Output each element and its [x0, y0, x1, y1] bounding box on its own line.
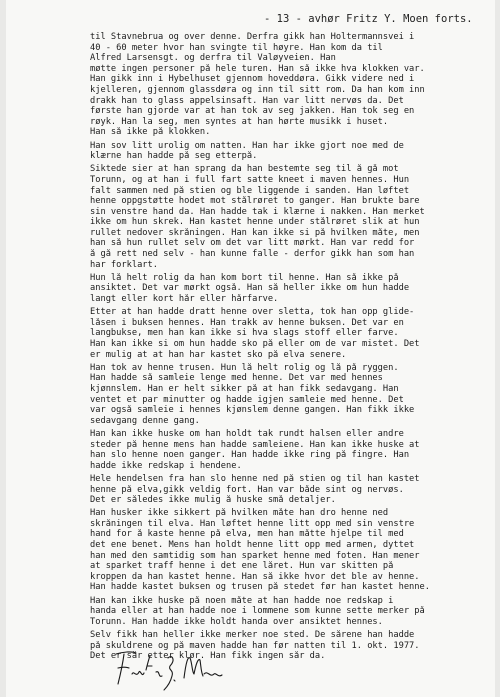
text-line: ansiktet. Det var mørkt også. Han så heller ikke om hun hadde — [90, 283, 410, 294]
text-line: langbukse, men han kan ikke si hva slags stoff eller farve. — [90, 328, 399, 339]
text-line: steder på henne mens han hadde samleiene. Han kan ikke huske at — [90, 439, 420, 450]
text-line: klærne han hadde på seg etterpå. — [90, 151, 258, 162]
statement-paragraph — [90, 273, 490, 305]
statement-paragraph — [90, 307, 490, 360]
text-line: til Stavnebrua og over denne. Derfra gikk han Holtermannsvei i — [90, 32, 415, 42]
text-line: handa eller at han hadde noe i lommene som kunne sette merker på — [90, 606, 425, 617]
text-line: har forklart. — [90, 259, 158, 270]
text-line: langt eller kort hår eller hårfarve. — [90, 294, 279, 305]
text-line: kjønnslem. Han er helt sikker på at han fikk sedavgang. Han — [90, 383, 399, 394]
text-line: Torunn. Han hadde ikke holdt handa over ansiktet hennes. — [90, 616, 383, 627]
text-line: han slo henne noen ganger. Han hadde ikke ring på fingre. Han — [90, 450, 410, 461]
text-line: Hun lå helt rolig da han kom bort til henne. Han så ikke på — [90, 272, 399, 283]
text-line: Han kan ikke huske på noen måte at han hadde noe redskap i — [90, 595, 394, 606]
text-line: ventet et par minutter og hadde igjen samleie med henne. Det — [90, 394, 404, 405]
document-page — [6, 0, 495, 697]
text-line: sedavgang denne gang. — [90, 415, 200, 426]
statement-paragraph — [90, 363, 490, 427]
statement-paragraph — [90, 32, 490, 138]
text-line: å gå rett ned selv - han kunne falle - derfor gikk han som han — [90, 249, 415, 260]
statement-paragraph — [90, 429, 490, 471]
text-line: hand for å kaste henne på elva, men han måtte hjelpe til med — [90, 529, 404, 540]
text-line: falt sammen ned på stien og ble liggende i sanden. Han løftet — [90, 185, 410, 196]
text-line: kroppen da han kastet henne. Han så ikke hvor det ble av henne. — [90, 571, 420, 582]
text-line: henne på elva,gikk veldig fort. Han var både sint og nervøs. — [90, 484, 404, 495]
text-line: henne oppgstøtte hodet mot stålrøret to ganger. Han brukte bare — [90, 196, 420, 207]
text-line: Selv fikk han heller ikke merker noe sted. De sårene han hadde — [90, 630, 415, 640]
text-line: første han gjorde var at han tok av seg jakken. Han tok seg en — [90, 106, 415, 117]
text-line: Han kan ikke huske om han holdt tak rundt halsen eller andre — [90, 428, 404, 439]
handwritten-signature — [112, 648, 230, 692]
text-line: Han hadde så samleie lenge med henne. Det var med hennes — [90, 373, 383, 384]
text-line: at sparket traff henne i det ene låret. Hun var skitten på — [90, 561, 394, 572]
text-line: drakk han to glass appelsinsaft. Han var litt nervøs da. Det — [90, 95, 404, 106]
statement-body — [90, 32, 490, 664]
text-line: sin venstre hand da. Han hadde tak i klærne i nakken. Han merket — [90, 206, 425, 217]
signature-scrawl — [112, 648, 230, 692]
text-line: Han gikk inn i Hybelhuset gjennom hoveddøra. Gikk videre ned i — [90, 74, 415, 85]
text-line: Han hadde kastet buksen og trusen på stedet før han kastet henne. — [90, 582, 430, 593]
text-line: Hele hendelsen fra han slo henne ned på stien og til han kastet — [90, 473, 420, 484]
text-line: var også samleie i hennes kjønslem denne gangen. Han fikk ikke — [90, 405, 415, 416]
text-line: Alfred Larsensgt. og derfra til Valøyveien. Han — [90, 53, 336, 64]
statement-paragraph — [90, 508, 490, 593]
text-line: Siktede sier at han sprang da han bestemte seg til å gå mot — [90, 164, 399, 175]
statement-paragraph — [90, 141, 490, 162]
text-line: 40 - 60 meter hvor han svingte til høyre. Han kom da til — [90, 42, 383, 53]
text-line: det ene benet. Mens han holdt henne litt opp med armen, dyttet — [90, 540, 415, 551]
text-line: skråningen til elva. Han løftet henne litt opp med sin venstre — [90, 518, 415, 529]
text-line: han så hun rullet selv om det var litt mørkt. Han var redd for — [90, 238, 415, 249]
text-line: Han kan ikke si om hun hadde sko på eller om de var mistet. Det — [90, 339, 420, 349]
statement-paragraph — [90, 474, 490, 506]
text-line: møtte ingen personer på hele turen. Han så ikke hva klokken var. — [90, 63, 425, 74]
text-line: Han tok av henne trusen. Hun lå helt rolig og lå på ryggen. — [90, 362, 399, 373]
text-line: Torunn, og at han i full fart satte kneet i maven hennes. Hun — [90, 174, 410, 185]
page-header: - 13 - avhør Fritz Y. Moen forts. — [264, 13, 473, 25]
statement-paragraph — [90, 596, 490, 628]
text-line: Det er således ikke mulig å huske små detaljer. — [90, 495, 336, 506]
text-line: hadde ikke redskap i hendene. — [90, 460, 242, 471]
text-line: på skuldrene og på maven hadde han før natten til 1. okt. 1977. — [90, 640, 420, 651]
text-line: han med den samtidig som han sparket henne med foten. Han mener — [90, 550, 420, 561]
text-line: rullet nedover skråningen. Han kan ikke si på hvilken måte, men — [90, 227, 420, 238]
text-line: røyk. Han la seg, men syntes at han hørte musikk i huset. — [90, 116, 389, 127]
text-line: Han husker ikke sikkert på hvilken måte han dro henne ned — [90, 508, 389, 519]
text-line: Det er sår etter klør. Han fikk ingen sår da. — [90, 651, 326, 662]
text-line: låsen i buksen hennes. Han trakk av henne buksen. Det var en — [90, 317, 404, 328]
text-line: ikke om hun skrek. Han kastet henne under stålrøret slik at hun — [90, 217, 420, 228]
text-line: Han så ikke på klokken. — [90, 127, 211, 138]
text-line: er mulig at at han har kastet sko på elva senere. — [90, 349, 347, 360]
text-line: Etter at han hadde dratt henne over sletta, tok han opp glide- — [90, 307, 415, 318]
text-line: kjelleren, gjennom glassdøra og inn til sitt rom. Da han kom inn — [90, 84, 425, 95]
statement-paragraph — [90, 164, 490, 270]
text-line: Han sov litt urolig om natten. Han har ikke gjort noe med de — [90, 140, 404, 151]
